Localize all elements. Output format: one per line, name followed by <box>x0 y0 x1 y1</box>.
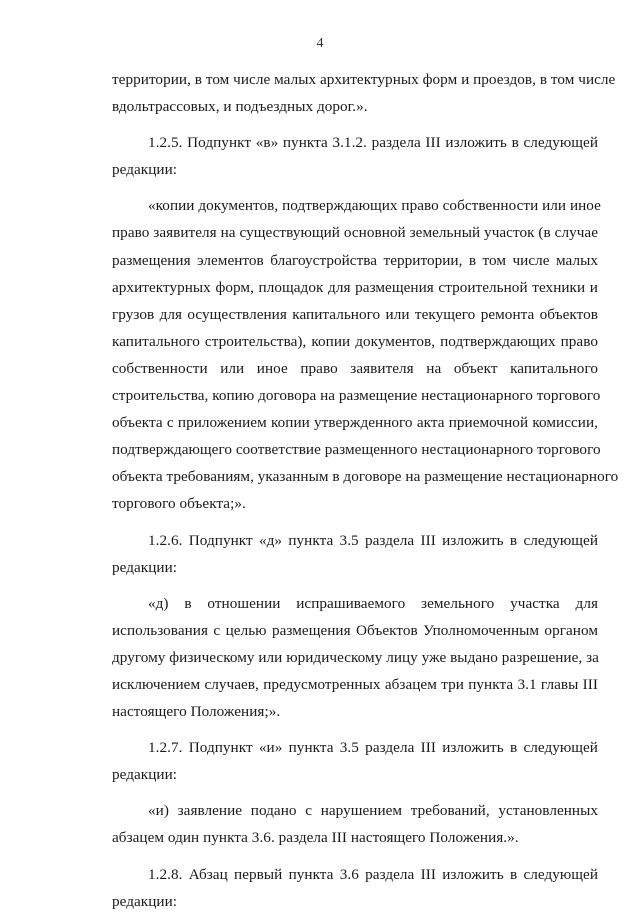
text-line: торгового объекта;». <box>112 495 246 513</box>
text-line: «д) в отношении испрашиваемого земельного участка для <box>148 594 598 612</box>
paragraph-item-1-2-6 <box>112 527 598 581</box>
text-line: капитального строительства), копии документов, подтверждающих право <box>112 332 598 350</box>
text-line: вдольтрассовых, и подъездных дорог.». <box>112 98 368 116</box>
text-line: настоящего Положения;». <box>112 703 281 721</box>
text-line: редакции: <box>112 558 178 576</box>
page-number: 4 <box>316 36 324 51</box>
document-body <box>112 66 619 924</box>
text-line: архитектурных форм, площадок для размещения строительной техники и <box>112 278 598 296</box>
text-line: 1.2.5. Подпункт «в» пункта 3.1.2. раздела III изложить в следующей <box>148 134 598 152</box>
text-line: другому физическому или юридическому лицу уже выдано разрешение, за <box>112 648 599 666</box>
paragraph-item-1-2-8 <box>112 861 598 915</box>
paragraph-item-1-2-7 <box>112 734 598 788</box>
text-line: подтверждающего соответствие размещенного нестационарного торгового <box>112 441 601 459</box>
paragraph-quote-copies <box>112 192 619 517</box>
text-line: собственности или иное право заявителя на объект капитального <box>112 359 598 377</box>
text-line: исключением случаев, предусмотренных абзацем три пункта 3.1 главы III <box>112 675 598 693</box>
text-line: объекта с приложением копии утвержденного акта приемочной комиссии, <box>112 414 598 432</box>
text-line: редакции: <box>112 161 178 179</box>
text-line: объекта требованиям, указанным в договоре на размещение нестационарного <box>112 468 619 486</box>
text-line: «и) заявление подано с нарушением требований, установленных <box>148 802 598 820</box>
paragraph-quote-d <box>112 590 598 725</box>
text-line: абзацем один пункта 3.6. раздела III настоящего Положения.». <box>112 829 519 847</box>
text-line: строительства, копию договора на размещение нестационарного торгового <box>112 387 601 405</box>
text-line: 1.2.6. Подпункт «д» пункта 3.5 раздела III изложить в следующей <box>148 531 598 549</box>
text-line: грузов для осуществления капитального или текущего ремонта объектов <box>112 305 598 323</box>
text-line: использования с целью размещения Объектов Уполномоченным органом <box>112 621 598 639</box>
text-line: 1.2.8. Абзац первый пункта 3.6 раздела III изложить в следующей <box>148 865 598 883</box>
text-line: территории, в том числе малых архитектурных форм и проездов, в том числе <box>112 71 616 88</box>
text-line: «копии документов, подтверждающих право собственности или иное <box>148 197 601 215</box>
paragraph-continuation <box>112 66 616 120</box>
paragraph-item-1-2-5 <box>112 129 598 183</box>
text-line: редакции: <box>112 766 178 784</box>
text-line: право заявителя на существующий основной земельный участок (в случае <box>112 224 598 242</box>
text-line: 1.2.7. Подпункт «и» пункта 3.5 раздела III изложить в следующей <box>148 739 598 757</box>
text-line: редакции: <box>112 892 178 910</box>
text-line: размещения элементов благоустройства территории, в том числе малых <box>112 251 598 269</box>
paragraph-quote-i <box>112 797 598 851</box>
